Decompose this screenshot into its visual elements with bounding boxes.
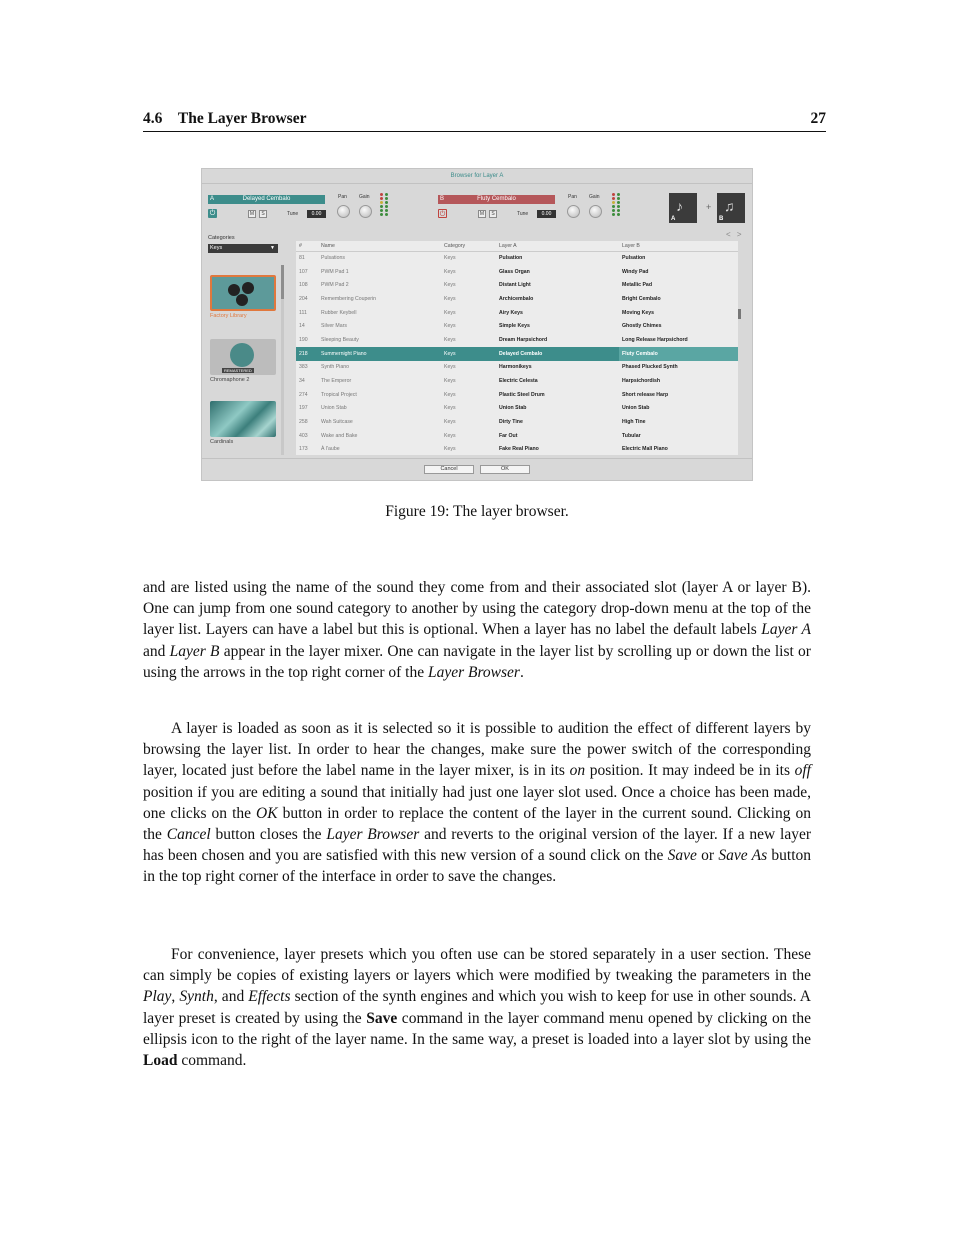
emphasis: Save (667, 847, 697, 865)
text: appear in the layer mixer. One can navigate in the layer list by scrolling up or down the list or using the arrows in the top right corner of the (143, 642, 811, 681)
table-cell: Keys (441, 347, 496, 361)
bold-text: Load (143, 1052, 178, 1070)
table-cell: Electric Mall Piano (622, 446, 668, 453)
text: command. (177, 1052, 247, 1070)
table-cell: 403 (299, 432, 308, 439)
table-cell: Keys (444, 446, 456, 453)
table-cell: Dream Harpsichord (499, 336, 548, 343)
table-row[interactable] (296, 443, 738, 457)
table-cell: Plastic Steel Drum (499, 391, 545, 398)
layer-a-mixer (208, 193, 428, 225)
table-cell: Short release Harp (622, 391, 669, 398)
table-cell: Keys (444, 391, 456, 398)
table-row[interactable] (296, 306, 738, 320)
layer-b-mixer (438, 193, 648, 225)
text: position. It may indeed be in its (585, 762, 795, 780)
instrument-b-icon[interactable] (717, 193, 745, 223)
emphasis: Save As (718, 847, 768, 865)
emphasis: on (569, 762, 586, 780)
table-cell: Harpsichordish (622, 378, 661, 385)
table-cell: 197 (299, 405, 308, 412)
remastered-badge: REMASTERED (224, 368, 252, 373)
gain-label: Gain (589, 194, 600, 200)
pan-label: Pan (568, 194, 577, 200)
layer-table (296, 241, 738, 456)
table-cell: Remembering Couperin (321, 295, 377, 302)
library-thumbnail (210, 275, 276, 311)
table-cell: Sleeping Beauty (321, 336, 359, 343)
pan-knob[interactable] (337, 205, 350, 218)
table-row[interactable] (296, 319, 738, 333)
table-cell: High Tine (622, 419, 646, 426)
column-header[interactable]: Category (441, 241, 496, 251)
instrument-a-letter: A (671, 216, 676, 222)
text: position if you are editing a sound that initially had just one layer slot used. Once a choice has been made, one clicks on the (143, 783, 811, 822)
table-cell: Pulsation (499, 255, 523, 262)
table-cell: Keys (444, 378, 456, 385)
table-cell: 173 (299, 446, 308, 453)
table-cell: Far Out (499, 432, 518, 439)
text: and reverts to the original version of the layer. If a new layer has been chosen and you are satisfied with this new version of a sound click on the (143, 826, 812, 865)
library-name: Factory Library (210, 313, 247, 319)
table-cell: Pulsation (622, 255, 646, 262)
table-cell: Windy Pad (622, 268, 649, 275)
level-meter (380, 193, 390, 221)
text: , (171, 988, 180, 1006)
column-header[interactable]: Layer A (496, 241, 619, 251)
library-item-cardinals[interactable] (210, 401, 276, 445)
instrument-a-icon[interactable] (669, 193, 697, 223)
table-cell: Ghostly Chimes (622, 323, 662, 330)
layer-a-letter: A (210, 196, 215, 202)
table-cell: Simple Keys (499, 323, 530, 330)
table-cell: Distant Light (499, 282, 531, 289)
table-cell: Keys (444, 432, 456, 439)
power-icon[interactable]: ⏻ (209, 210, 216, 217)
table-cell: Keys (444, 405, 456, 412)
table-cell: Keys (444, 336, 456, 343)
text: , and (213, 988, 249, 1006)
paragraph (143, 718, 811, 888)
divider (202, 458, 752, 459)
table-cell: Keys (444, 268, 456, 275)
table-cell: Keys (444, 364, 456, 371)
table-row[interactable] (296, 361, 738, 375)
table-cell: Glass Organ (499, 268, 530, 275)
table-cell: 218 (296, 347, 318, 361)
emphasis: off (794, 762, 811, 780)
table-cell: Metallic Pad (622, 282, 652, 289)
table-cell: Keys (444, 255, 456, 262)
table-header (296, 241, 738, 251)
text: For convenience, layer presets which you often use can be stored separately in a user section. These can simply be copies of existing layers or layers which were modified by tweaking the parameters in the (143, 946, 811, 985)
table-cell: Dirty Tine (499, 419, 523, 426)
tune-label: Tune (517, 211, 529, 217)
running-head (143, 110, 826, 132)
pan-knob[interactable] (567, 205, 580, 218)
table-cell: Keys (444, 282, 456, 289)
text: or (696, 847, 719, 865)
table-cell: 108 (299, 282, 308, 289)
table-cell: PWM Pad 1 (321, 268, 349, 275)
cancel-button[interactable]: Cancel (424, 465, 474, 474)
table-row[interactable] (296, 292, 738, 306)
tune-value[interactable]: 0.00 (307, 210, 326, 218)
layer-a-name: Delayed Cembalo (242, 196, 291, 202)
text: button in the top right corner of the interface in order to save the changes. (143, 847, 811, 886)
library-thumbnail (210, 401, 276, 437)
emphasis: Layer Browser (427, 663, 520, 681)
library-logo-icon (228, 282, 260, 308)
library-item-factory[interactable] (210, 275, 276, 319)
table-cell: Delayed Cembalo (496, 347, 619, 361)
table-cell: 204 (299, 295, 308, 302)
bold-text: Save (366, 1009, 398, 1027)
table-cell: PWM Pad 2 (321, 282, 349, 289)
table-cell: À l'aube (321, 446, 340, 453)
text: button in order to replace the content of the layer in the current sound. Clicking on the (143, 804, 811, 844)
paragraph (143, 944, 811, 1071)
categories-label: Categories (208, 235, 235, 241)
emphasis: OK (256, 804, 278, 822)
layer-b-label[interactable] (438, 195, 555, 204)
library-sidebar (208, 235, 282, 455)
table-cell: Keys (444, 419, 456, 426)
table-cell: The Emperor (321, 378, 352, 385)
table-row[interactable] (296, 333, 738, 347)
table-row[interactable] (296, 388, 738, 402)
table-cell: Moving Keys (622, 309, 654, 316)
table-cell: Phased Plucked Synth (622, 364, 678, 371)
emphasis: Layer B (169, 642, 220, 660)
layer-browser-figure (201, 168, 753, 481)
library-name: Cardinals (210, 439, 234, 445)
tune-value[interactable]: 0.00 (537, 210, 556, 218)
harp-icon: ♫ (724, 198, 735, 214)
table-cell: 111 (299, 309, 307, 316)
library-thumbnail (210, 339, 276, 375)
instrument-b-letter: B (719, 216, 724, 222)
text: section of the synth engines and which you wish to keep for use in other sounds. A layer preset is created by using the (143, 988, 811, 1027)
gain-knob[interactable] (589, 205, 602, 218)
table-row[interactable] (296, 347, 738, 361)
table-cell: 107 (299, 268, 308, 275)
mute-button[interactable]: M (479, 211, 485, 217)
emphasis: Effects (248, 988, 291, 1006)
category-dropdown[interactable] (208, 244, 278, 253)
table-row[interactable] (296, 265, 738, 279)
mute-button[interactable]: M (249, 211, 255, 217)
table-cell: Fluty Cembalo (619, 347, 738, 361)
solo-button[interactable]: S (489, 210, 497, 218)
table-cell: Airy Keys (499, 309, 523, 316)
table-cell: Wake and Bake (321, 432, 358, 439)
paragraph (143, 577, 811, 683)
table-cell: Long Release Harpsichord (622, 336, 688, 343)
table-cell: Synth Piano (321, 364, 349, 371)
gain-knob[interactable] (359, 205, 372, 218)
emphasis: Synth (179, 988, 214, 1006)
table-cell: Union Stab (499, 405, 527, 412)
table-cell: 34 (299, 378, 305, 385)
text: . (519, 663, 524, 681)
column-header[interactable]: # (296, 241, 318, 251)
table-cell: Keys (444, 323, 456, 330)
table-cell: Silver Mars (321, 323, 347, 330)
table-cell: Rubber Keybell (321, 309, 357, 316)
text: and are listed using the name of the sound they come from and their associated slot (layer A or layer B). One can jump from one sound category to another by using the category drop-down menu at the top of the layer list. Layers can have a label but this is optional. When a layer has no label the default labels (143, 579, 811, 639)
table-cell: 190 (299, 336, 308, 343)
emphasis: Layer A (761, 621, 811, 639)
pan-label: Pan (338, 194, 347, 200)
layer-b-letter: B (440, 196, 445, 202)
table-cell: 383 (299, 364, 308, 371)
figure-caption: Figure 19: The layer browser. (385, 503, 569, 520)
section-title: 4.6 The Layer Browser (143, 110, 307, 127)
table-cell: Summernight Piano (318, 347, 441, 361)
divider (202, 183, 752, 184)
plus-icon: + (706, 202, 712, 212)
table-cell: 14 (299, 323, 305, 330)
table-cell: Tubular (622, 432, 641, 439)
library-item-chromaphone[interactable] (210, 339, 276, 383)
harp-icon: ♪ (676, 198, 683, 214)
chevron-down-icon: ▼ (270, 245, 275, 251)
table-cell: Union Stab (622, 405, 650, 412)
text: A layer is loaded as soon as it is selected so it is possible to audition the effect of different layers by browsing the layer list. In order to hear the changes, make sure the power switch of the corresponding layer, located just before the label name in the layer mixer, is in its (143, 720, 811, 780)
page-number: 27 (810, 110, 826, 127)
text: button closes the (210, 826, 327, 844)
layer-a-label[interactable] (208, 195, 325, 204)
table-row[interactable] (296, 429, 738, 443)
table-cell: Union Stab (321, 405, 347, 412)
table-cell: Fake Real Piano (499, 446, 539, 453)
table-cell: 274 (299, 391, 308, 398)
nav-arrows[interactable]: < > (726, 230, 744, 239)
library-name: Chromaphone 2 (210, 377, 250, 383)
table-cell: Wah Suitcase (321, 419, 353, 426)
emphasis: Play (143, 988, 172, 1006)
table-row[interactable] (296, 374, 738, 388)
table-cell: Bright Cembalo (622, 295, 661, 302)
power-icon[interactable]: ⏻ (439, 211, 446, 218)
table-row[interactable] (296, 415, 738, 429)
layer-b-name: Fluty Cembalo (477, 196, 516, 202)
table-cell: Keys (444, 309, 456, 316)
text: and (143, 642, 170, 660)
table-cell: Tropical Project (321, 391, 357, 398)
table-cell: Pulsations (321, 255, 345, 262)
layer-list (296, 241, 738, 455)
table-row[interactable] (296, 278, 738, 292)
text: command in the layer command menu opened by clicking on the ellipsis icon to the right of the layer name. In the same way, a preset is loaded into a layer slot by using the (143, 1009, 811, 1048)
table-cell: Electric Celesta (499, 378, 538, 385)
category-selected: Keys (210, 245, 223, 251)
column-header[interactable]: Name (318, 241, 441, 251)
emphasis: Layer Browser (326, 826, 420, 844)
ok-button[interactable]: OK (480, 465, 530, 474)
table-cell: Keys (444, 295, 456, 302)
gain-label: Gain (359, 194, 370, 200)
table-row[interactable] (296, 402, 738, 416)
tune-label: Tune (287, 211, 299, 217)
list-scrollbar[interactable] (738, 309, 741, 319)
table-cell: 258 (299, 419, 308, 426)
level-meter (612, 193, 622, 221)
library-logo-icon (230, 343, 254, 367)
sidebar-scrollbar[interactable] (281, 265, 284, 455)
table-cell: Harmonikeys (499, 364, 532, 371)
column-header[interactable]: Layer B (619, 241, 738, 251)
table-cell: 81 (299, 255, 305, 262)
table-row[interactable] (296, 251, 738, 265)
emphasis: Cancel (166, 826, 211, 844)
solo-button[interactable]: S (259, 210, 267, 218)
table-cell: Archicembalo (499, 295, 534, 302)
browser-title: Browser for Layer A (450, 173, 504, 179)
